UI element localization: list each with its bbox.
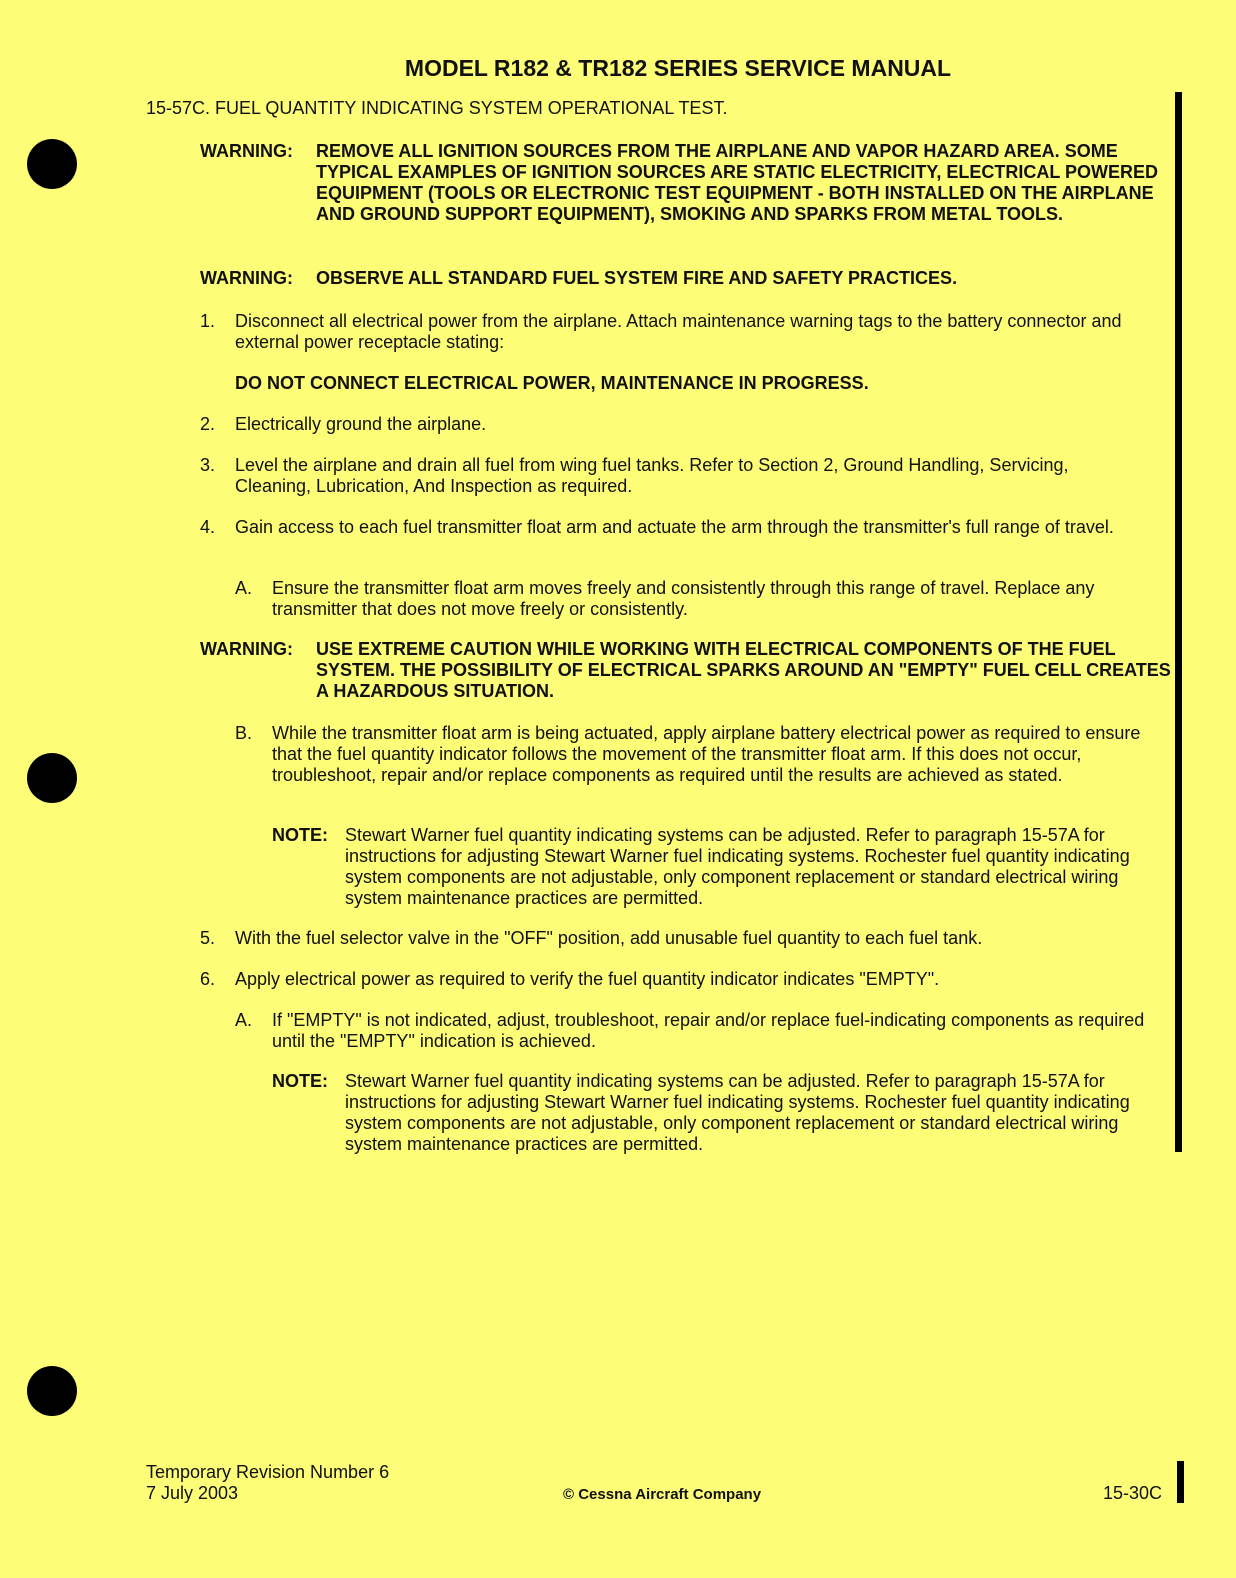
note-2-label: NOTE: xyxy=(272,1071,328,1091)
step-1-caution-text: DO NOT CONNECT ELECTRICAL POWER, MAINTENANCE IN PROGRESS. xyxy=(235,373,869,393)
note-1-text: Stewart Warner fuel quantity indicating systems can be adjusted. Refer to paragraph 15-57A for instructions for adjusting Stewart Warner fuel indicating systems. Rochester fuel quantity indicating system components are not adjustable, only component replacement or standard electrical wiring system maintenance practices are permitted. xyxy=(345,825,1130,908)
note-2-text: Stewart Warner fuel quantity indicating systems can be adjusted. Refer to paragraph 15-57A for instructions for adjusting Stewart Warner fuel indicating systems. Rochester fuel quantity indicating system components are not adjustable, only component replacement or standard electrical wiring system maintenance practices are permitted. xyxy=(345,1071,1130,1154)
step-3-text: Level the airplane and drain all fuel from wing fuel tanks. Refer to Section 2, Ground Handling, Servicing, Cleaning, Lubrication, And Inspection as required. xyxy=(235,455,1069,496)
step-4-number: 4. xyxy=(200,517,216,537)
step-5-text: With the fuel selector valve in the "OFF" position, add unusable fuel quantity to each fuel tank. xyxy=(235,928,983,948)
footer-revision: Temporary Revision Number 6 xyxy=(146,1462,390,1482)
page-number-change-bar xyxy=(1177,1461,1184,1503)
warning-text-3: USE EXTREME CAUTION WHILE WORKING WITH ELECTRICAL COMPONENTS OF THE FUEL SYSTEM. THE POSSIBILITY OF ELECTRICAL SPARKS AROUND AN "EMPTY" FUEL CELL CREATES A HAZARDOUS SITUATION. xyxy=(316,639,1171,701)
footer-page-number: 15-30C xyxy=(1103,1483,1163,1503)
step-4-text: Gain access to each fuel transmitter float arm and actuate the arm through the transmitter's full range of travel. xyxy=(235,517,1114,537)
step-3-number: 3. xyxy=(200,455,216,475)
step-4b-text: While the transmitter float arm is being actuated, apply airplane battery electrical power as required to ensure that the fuel quantity indicator follows the movement of the transmitter float arm. If this does not occur, troubleshoot, repair and/or replace components as required until the results are achieved as stated. xyxy=(272,723,1141,785)
step-6-number: 6. xyxy=(200,969,216,989)
step-4a-letter: A. xyxy=(235,578,253,598)
revision-change-bar xyxy=(1175,92,1182,1152)
warning-label-1: WARNING: xyxy=(200,141,293,161)
step-4b-letter: B. xyxy=(235,723,253,743)
warning-label-2: WARNING: xyxy=(200,268,293,288)
warning-text-1: REMOVE ALL IGNITION SOURCES FROM THE AIRPLANE AND VAPOR HAZARD AREA. SOME TYPICAL EXAMPLES OF IGNITION SOURCES ARE STATIC ELECTRICITY, ELECTRICAL POWERED EQUIPMENT (TOOLS OR ELECTRONIC TEST EQUIPMENT - BOTH INSTALLED ON THE AIRPLANE AND GROUND SUPPORT EQUIPMENT), SMOKING AND SPARKS FROM METAL TOOLS. xyxy=(316,141,1159,224)
binder-hole-middle xyxy=(27,753,77,803)
warning-label-3: WARNING: xyxy=(200,639,293,659)
step-6a-letter: A. xyxy=(235,1010,253,1030)
footer-date: 7 July 2003 xyxy=(146,1483,239,1503)
step-6-text: Apply electrical power as required to verify the fuel quantity indicator indicates "EMPTY". xyxy=(235,969,940,989)
footer-copyright: © Cessna Aircraft Company xyxy=(563,1486,762,1503)
manual-title: MODEL R182 & TR182 SERIES SERVICE MANUAL xyxy=(404,55,952,81)
warning-text-2: OBSERVE ALL STANDARD FUEL SYSTEM FIRE AND SAFETY PRACTICES. xyxy=(316,268,958,288)
step-6a-text: If "EMPTY" is not indicated, adjust, troubleshoot, repair and/or replace fuel-indicating components as required until the "EMPTY" indication is achieved. xyxy=(272,1010,1145,1051)
step-1-text: Disconnect all electrical power from the airplane. Attach maintenance warning tags to the battery connector and external power receptacle stating: xyxy=(235,311,1122,352)
step-1-number: 1. xyxy=(200,311,216,331)
binder-hole-bottom xyxy=(27,1366,77,1416)
step-2-number: 2. xyxy=(200,414,216,434)
section-heading: 15-57C. FUEL QUANTITY INDICATING SYSTEM OPERATIONAL TEST. xyxy=(146,98,728,118)
step-4a-text: Ensure the transmitter float arm moves freely and consistently through this range of travel. Replace any transmitter that does not move freely or consistently. xyxy=(272,578,1095,619)
step-5-number: 5. xyxy=(200,928,216,948)
step-2-text: Electrically ground the airplane. xyxy=(235,414,487,434)
note-1-label: NOTE: xyxy=(272,825,328,845)
binder-hole-top xyxy=(27,139,77,189)
